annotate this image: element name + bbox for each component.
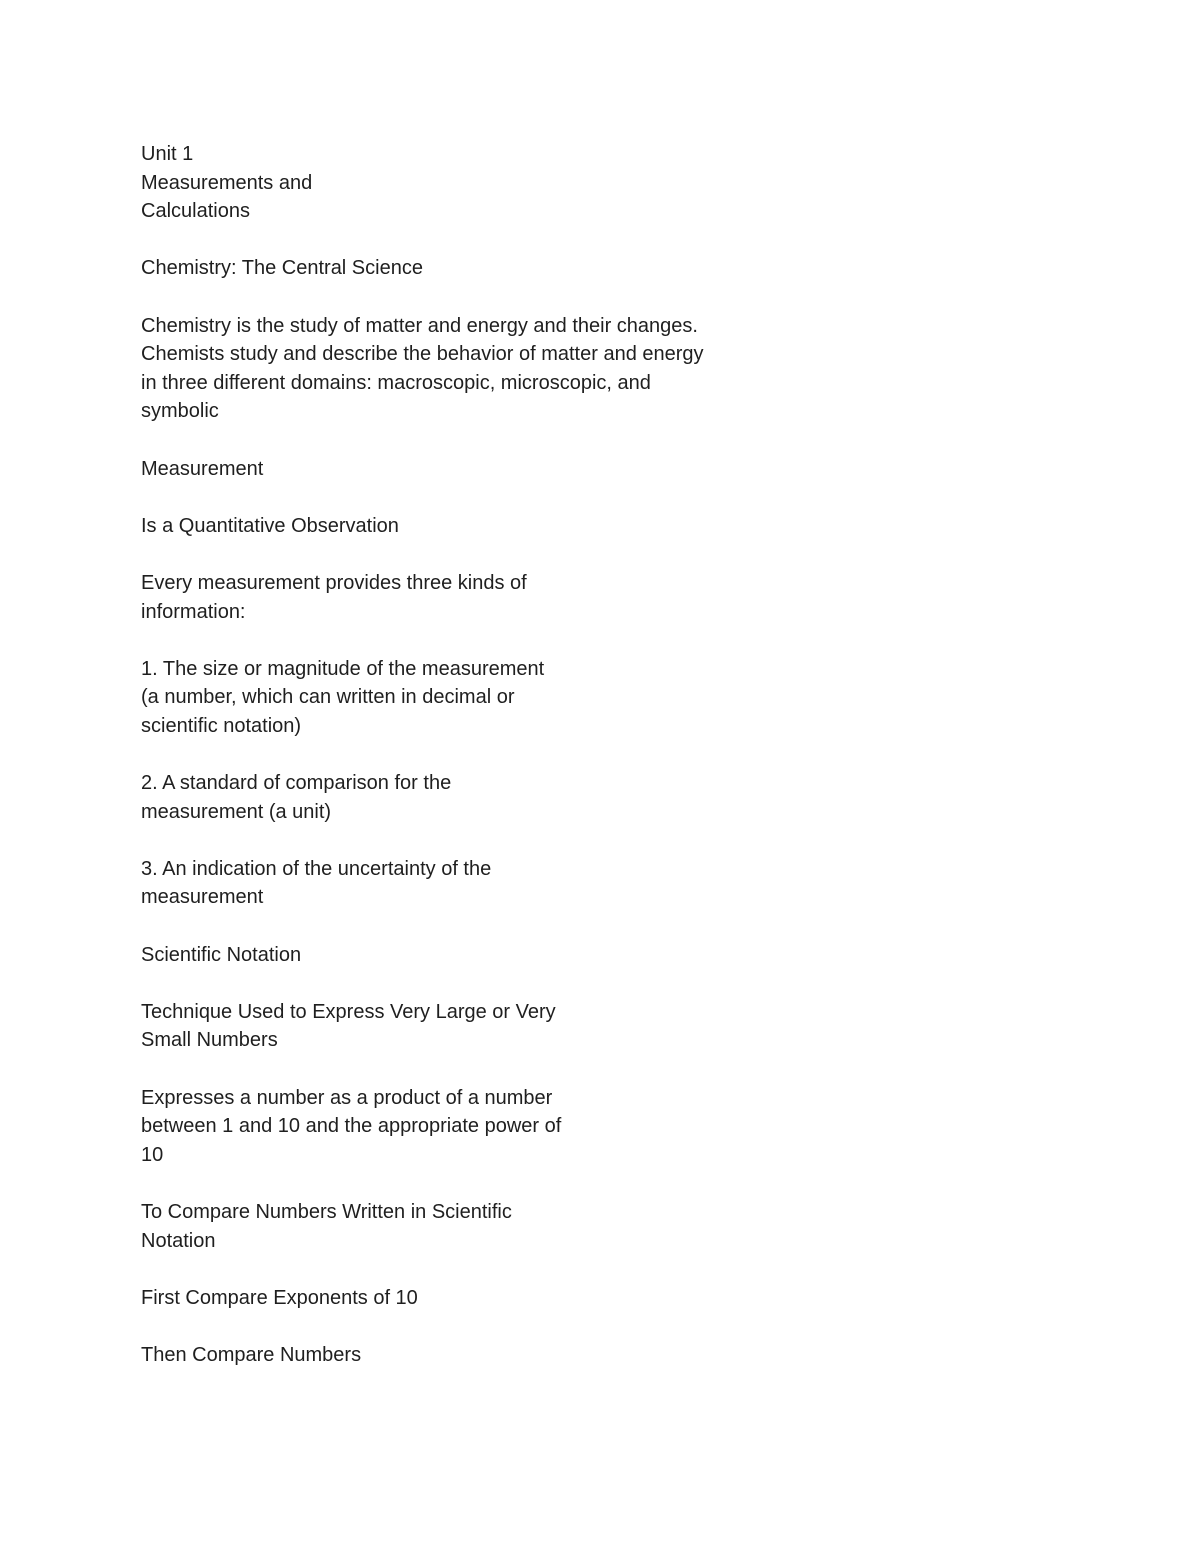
- compare-heading: [141, 1198, 781, 1255]
- compare-step-2: [141, 1341, 781, 1370]
- measurement-info: [141, 569, 781, 626]
- compare-step-1-text: First Compare Exponents of 10: [141, 1286, 418, 1309]
- unit-title-line-1: Measurements and: [141, 171, 313, 194]
- measurement-definition-text: Is a Quantitative Observation: [141, 514, 399, 537]
- section-heading-text: Chemistry: The Central Science: [141, 257, 423, 280]
- measurement-info-line: information:: [141, 600, 246, 623]
- technique-line: Technique Used to Express Very Large or Very: [141, 1000, 556, 1023]
- measurement-info-line: Every measurement provides three kinds of: [141, 571, 527, 594]
- compare-heading-line: To Compare Numbers Written in Scientific: [141, 1200, 512, 1223]
- intro-paragraph: [141, 312, 781, 426]
- unit-title-block: [141, 140, 781, 226]
- measurement-heading: [141, 455, 781, 484]
- expresses-line: Expresses a number as a product of a number: [141, 1086, 553, 1109]
- compare-step-1: [141, 1284, 781, 1313]
- intro-line: symbolic: [141, 400, 219, 423]
- list-item-2-line: measurement (a unit): [141, 800, 332, 823]
- unit-number: Unit 1: [141, 143, 194, 165]
- compare-heading-line: Notation: [141, 1229, 216, 1252]
- unit-title-line-2: Calculations: [141, 200, 250, 223]
- scientific-notation-heading: [141, 941, 781, 970]
- expresses-line: 10: [141, 1143, 164, 1166]
- list-item-1-line: (a number, which can written in decimal or: [141, 686, 515, 709]
- section-heading: [141, 254, 781, 283]
- compare-step-2-text: Then Compare Numbers: [141, 1343, 362, 1366]
- measurement-heading-text: Measurement: [141, 457, 264, 480]
- list-item-1: [141, 655, 781, 741]
- scientific-notation-heading-text: Scientific Notation: [141, 943, 302, 966]
- list-item-2-line: 2. A standard of comparison for the: [141, 772, 452, 795]
- expresses-line: between 1 and 10 and the appropriate power of: [141, 1115, 562, 1138]
- intro-line: Chemistry is the study of matter and energy and their changes.: [141, 314, 698, 337]
- technique-line: Small Numbers: [141, 1029, 278, 1052]
- scientific-notation-expresses: [141, 1084, 781, 1170]
- list-item-1-line: 1. The size or magnitude of the measurement: [141, 657, 545, 680]
- document-body: [141, 140, 781, 1398]
- list-item-3: [141, 855, 781, 912]
- list-item-3-line: measurement: [141, 886, 264, 909]
- scientific-notation-technique: [141, 998, 781, 1055]
- measurement-definition: [141, 512, 781, 541]
- list-item-2: [141, 769, 781, 826]
- list-item-1-line: scientific notation): [141, 714, 302, 737]
- intro-line: in three different domains: macroscopic, microscopic, and: [141, 371, 651, 394]
- list-item-3-line: 3. An indication of the uncertainty of the: [141, 857, 492, 880]
- intro-line: Chemists study and describe the behavior of matter and energy: [141, 343, 704, 366]
